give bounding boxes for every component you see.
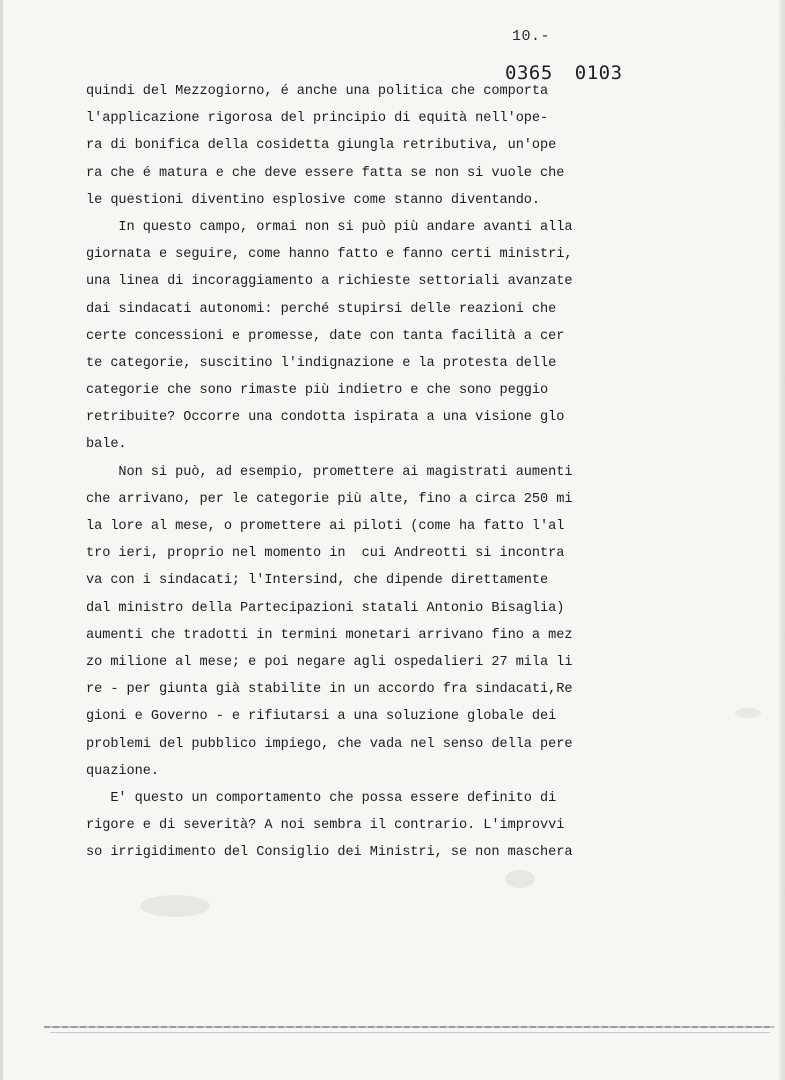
text-line: categorie che sono rimaste più indietro e che sono peggio bbox=[86, 383, 549, 399]
text-line: In questo campo, ormai non si può più andare avanti alla bbox=[86, 219, 573, 235]
text-line: dal ministro della Partecipazioni statali Antonio Bisaglia) bbox=[86, 600, 565, 616]
text-line: Non si può, ad esempio, promettere ai magistrati aumenti bbox=[86, 464, 573, 480]
page-edge-shadow bbox=[0, 0, 3, 1080]
text-line: problemi del pubblico impiego, che vada nel senso della pere bbox=[86, 736, 573, 752]
text-line: ra di bonifica della cosidetta giungla retributiva, un'ope bbox=[86, 138, 557, 154]
scan-border-line-lower bbox=[50, 1032, 770, 1033]
scan-smudge bbox=[140, 895, 210, 917]
text-line: gioni e Governo - e rifiutarsi a una soluzione globale dei bbox=[86, 709, 557, 725]
text-line: la lore al mese, o promettere ai piloti (come ha fatto l'al bbox=[86, 519, 565, 534]
page-number: 10.- bbox=[512, 28, 551, 45]
text-line: quindi del Mezzogiorno, é anche una politica che comporta bbox=[86, 84, 549, 99]
text-line: tro ieri, proprio nel momento in cui Andreotti si incontra bbox=[86, 546, 565, 562]
stamp-code-1: 0365 bbox=[505, 62, 553, 84]
text-line: rigore e di severità? A noi sembra il contrario. L'improvvi bbox=[86, 818, 565, 834]
scan-smudge bbox=[505, 870, 535, 888]
typewritten-body bbox=[86, 78, 666, 866]
text-line: zo milione al mese; e poi negare agli ospedalieri 27 mila li bbox=[86, 654, 573, 670]
text-line: una linea di incoraggiamento a richieste settoriali avanzate bbox=[86, 274, 573, 290]
text-line: E' questo un comportamento che possa essere definito di bbox=[86, 790, 557, 806]
text-line: ra che é matura e che deve essere fatta se non si vuole che bbox=[86, 165, 565, 181]
text-line: le questioni diventino esplosive come stanno diventando. bbox=[86, 192, 541, 208]
text-line: l'applicazione rigorosa del principio di equità nell'ope- bbox=[86, 111, 549, 127]
text-line: quazione. bbox=[86, 763, 159, 779]
text-line: giornata e seguire, come hanno fatto e fanno certi ministri, bbox=[86, 247, 573, 263]
scan-border-line bbox=[44, 1026, 774, 1028]
scan-smudge bbox=[735, 708, 761, 718]
text-line: te categorie, suscitino l'indignazione e la protesta delle bbox=[86, 355, 557, 371]
text-line: re - per giunta già stabilite in un accordo fra sindacati,Re bbox=[86, 682, 573, 698]
page-edge-right bbox=[779, 0, 785, 1080]
text-line: certe concessioni e promesse, date con tanta facilità a cer bbox=[86, 328, 565, 344]
text-line: aumenti che tradotti in termini monetari arrivano fino a mez bbox=[86, 627, 573, 643]
stamp-code-2: 0103 bbox=[574, 62, 623, 84]
text-line: dai sindacati autonomi: perché stupirsi delle reazioni che bbox=[86, 301, 557, 317]
text-line: so irrigidimento del Consiglio dei Ministri, se non maschera bbox=[86, 845, 573, 861]
text-line: va con i sindacati; l'Intersind, che dipende direttamente bbox=[86, 573, 549, 589]
text-line: che arrivano, per le categorie più alte, fino a circa 250 mi bbox=[86, 491, 573, 507]
text-line: bale. bbox=[86, 437, 127, 453]
text-line: retribuite? Occorre una condotta ispirata a una visione glo bbox=[86, 410, 565, 426]
